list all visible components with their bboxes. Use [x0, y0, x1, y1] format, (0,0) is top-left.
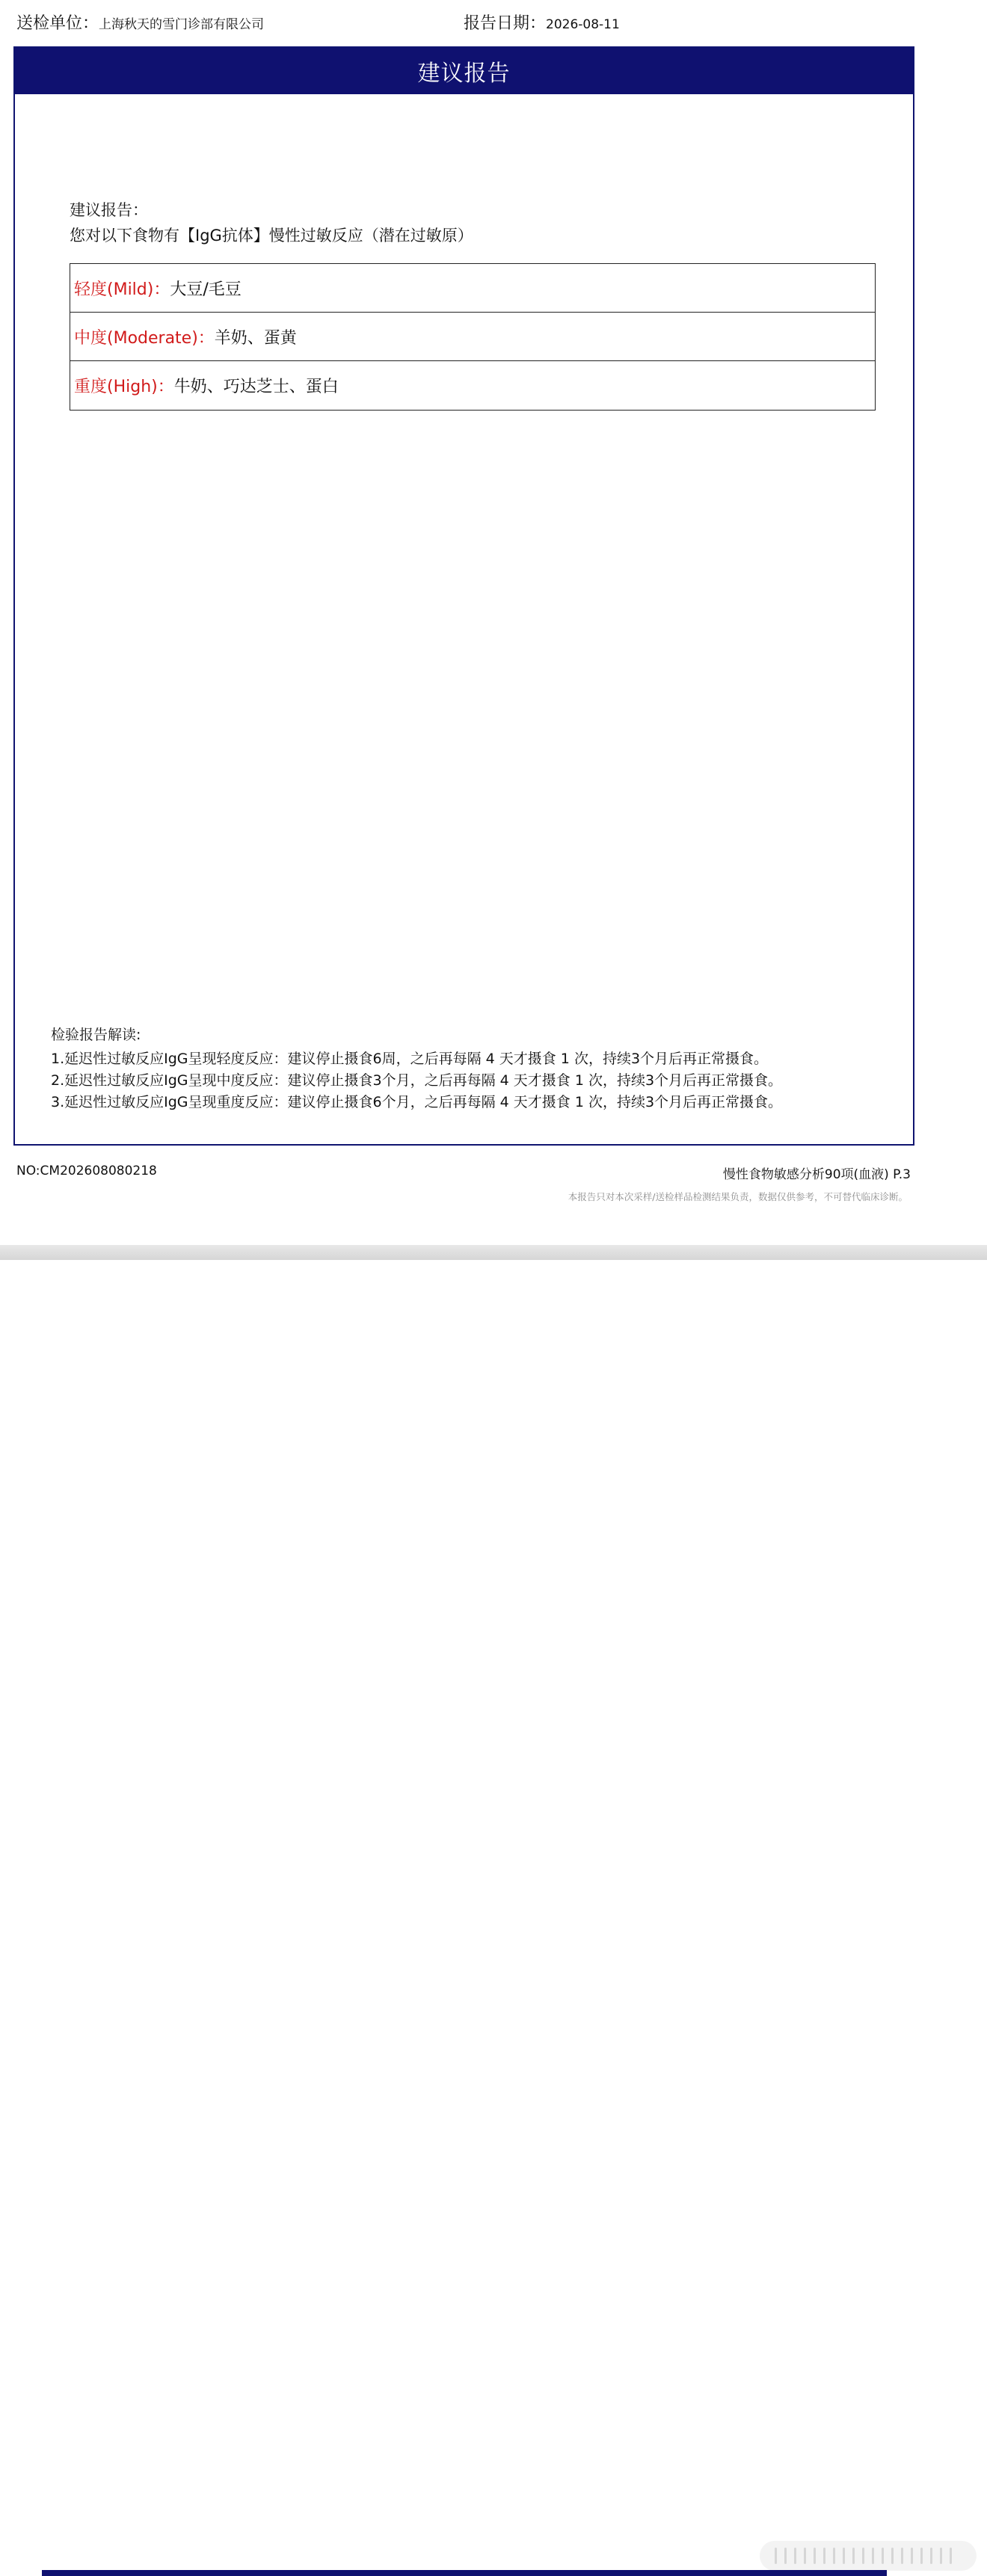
level-row-high — [70, 361, 875, 410]
scroll-tick-icon — [862, 2548, 864, 2564]
level-foods: 羊奶、蛋黄 — [214, 328, 297, 348]
allergy-levels-table — [70, 263, 876, 411]
scroll-tick-icon — [775, 2548, 777, 2564]
sender-label: 送检单位： — [16, 14, 99, 33]
level-name: 轻度(Mild)： — [74, 280, 170, 299]
scroll-tick-icon — [940, 2548, 942, 2564]
level-row-moderate — [70, 313, 875, 361]
report-title: 建议报告 — [15, 48, 913, 94]
scroll-tick-icon — [823, 2548, 825, 2564]
date-value: 2026-08-11 — [546, 17, 620, 32]
page-separator — [0, 1245, 987, 1260]
scroll-tick-icon — [891, 2548, 894, 2564]
horizontal-scrollbar[interactable] — [760, 2541, 977, 2571]
level-name: 重度(High)： — [74, 378, 174, 396]
date-label: 报告日期： — [464, 14, 547, 33]
page-info: 慢性食物敏感分析90项(血液) P.3 — [722, 1167, 911, 1182]
scroll-tick-icon — [872, 2548, 874, 2564]
scroll-tick-icon — [950, 2548, 952, 2564]
level-row-mild — [70, 264, 875, 313]
intro-line-2: 您对以下食物有【IgG抗体】慢性过敏反应（潜在过敏原） — [70, 227, 473, 245]
intro-line-1: 建议报告： — [70, 201, 148, 219]
scroll-tick-icon — [843, 2548, 845, 2564]
scroll-tick-icon — [930, 2548, 932, 2564]
report-frame — [13, 46, 914, 1146]
next-page-title-bar — [42, 2570, 887, 2576]
interpretation-title: 检验报告解读: — [51, 1027, 141, 1043]
scroll-tick-icon — [794, 2548, 796, 2564]
interpretation-section — [51, 1024, 782, 1113]
scroll-tick-icon — [901, 2548, 903, 2564]
scroll-tick-icon — [814, 2548, 816, 2564]
scroll-tick-icon — [852, 2548, 855, 2564]
report-number: NO:CM202608080218 — [16, 1163, 157, 1178]
level-name: 中度(Moderate)： — [74, 328, 215, 348]
next-page-preview — [0, 1260, 987, 1316]
scroll-tick-icon — [804, 2548, 806, 2564]
report-date — [464, 10, 620, 34]
scroll-tick-icon — [920, 2548, 923, 2564]
disclaimer: 本报告只对本次采样/送检样品检测结果负责，数据仅供参考，不可替代临床诊断。 — [568, 1191, 908, 1202]
sender-value: 上海秋天的雪门诊部有限公司 — [99, 17, 265, 32]
interpretation-item: 2.延迟性过敏反应IgG呈现中度反应：建议停止摄食3个月，之后再每隔 4 天才摄食 1 次，持续3个月后再正常摄食。 — [51, 1072, 783, 1089]
scroll-tick-icon — [911, 2548, 913, 2564]
intro-text — [70, 197, 473, 248]
level-foods: 大豆/毛豆 — [170, 280, 242, 299]
scroll-tick-icon — [784, 2548, 787, 2564]
level-foods: 牛奶、巧达芝士、蛋白 — [173, 378, 339, 396]
scroll-tick-icon — [882, 2548, 884, 2564]
scroll-tick-icon — [833, 2548, 835, 2564]
report-header — [16, 10, 914, 33]
interpretation-item: 3.延迟性过敏反应IgG呈现重度反应：建议停止摄食6个月，之后再每隔 4 天才摄食 1 次，持续3个月后再正常摄食。 — [51, 1094, 783, 1110]
sender-info — [16, 10, 264, 34]
interpretation-item: 1.延迟性过敏反应IgG呈现轻度反应：建议停止摄食6周，之后再每隔 4 天才摄食 1 次，持续3个月后再正常摄食。 — [51, 1051, 769, 1067]
